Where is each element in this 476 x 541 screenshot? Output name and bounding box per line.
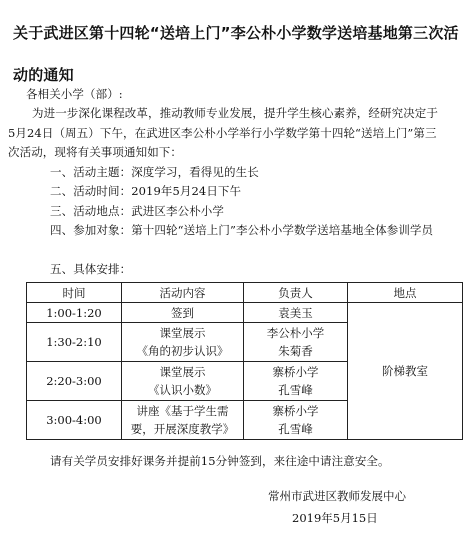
cell-person-line: 朱菊香 [278, 344, 313, 358]
cell-person-line: 孔雪峰 [278, 383, 313, 397]
item-theme: 一、活动主题：深度学习，看得见的生长 [50, 165, 259, 179]
item-location: 三、活动地点：武进区李公朴小学 [50, 204, 224, 218]
item-time: 二、活动时间：2019年5月24日下午 [50, 184, 242, 198]
intro-paragraph: 为进一步深化课程改革，推动教师专业发展，提升学生核心素养，经研究决定于5月24日（周五）下午，在武进区李公朴小学举行小学数学第十四轮“送培上门”第三次活动，现将有关事项通知如下： [8, 106, 438, 159]
cell-person [244, 401, 348, 440]
cell-time: 2:20-3:00 [27, 362, 122, 401]
cell-person-line: 寨桥小学 [272, 404, 319, 418]
salutation: 各相关小学（部）: [26, 87, 123, 101]
cell-person-line: 袁美玉 [278, 305, 313, 320]
signature-organization: 常州市武进区教师发展中心 [268, 489, 406, 503]
cell-location: 阶梯教室 [348, 303, 463, 440]
cell-content-line: 要，开展深度教学》 [130, 422, 235, 436]
header-time: 时间 [27, 283, 122, 303]
cell-person [244, 323, 348, 362]
cell-time: 1:30-2:10 [27, 323, 122, 362]
cell-person [244, 362, 348, 401]
schedule-table [26, 282, 463, 440]
cell-content-line: 《认识小数》 [148, 383, 217, 397]
cell-content-line: 课堂展示 [159, 365, 206, 379]
cell-content-line: 讲座《基于学生需 [136, 404, 229, 418]
cell-time: 1:00-1:20 [27, 303, 122, 323]
header-content: 活动内容 [122, 283, 244, 303]
header-location: 地点 [348, 283, 463, 303]
cell-content [122, 323, 244, 362]
cell-content-line: 课堂展示 [159, 326, 206, 340]
header-person: 负责人 [244, 283, 348, 303]
cell-content [122, 303, 244, 323]
cell-content [122, 401, 244, 440]
notice-title: 关于武进区第十四轮“送培上门”李公朴小学数学送培基地第三次活动的通知 [13, 24, 459, 84]
cell-person-line: 寨桥小学 [272, 365, 319, 379]
closing-note: 请有关学员安排好课务并提前15分钟签到，来往途中请注意安全。 [50, 454, 390, 468]
cell-person [244, 303, 348, 323]
table-header-row [27, 283, 463, 303]
cell-time: 3:00-4:00 [27, 401, 122, 440]
cell-person-line: 孔雪峰 [278, 422, 313, 436]
cell-content-line: 《角的初步认识》 [136, 344, 229, 358]
signature-date: 2019年5月15日 [292, 511, 378, 525]
table-row [27, 303, 463, 323]
item-schedule-heading: 五、具体安排： [50, 262, 132, 276]
cell-content-line: 签到 [171, 305, 194, 320]
item-participants: 四、参加对象：第十四轮“送培上门”李公朴小学数学送培基地全体参训学员 [50, 223, 434, 237]
cell-person-line: 李公朴小学 [266, 326, 325, 340]
cell-content [122, 362, 244, 401]
